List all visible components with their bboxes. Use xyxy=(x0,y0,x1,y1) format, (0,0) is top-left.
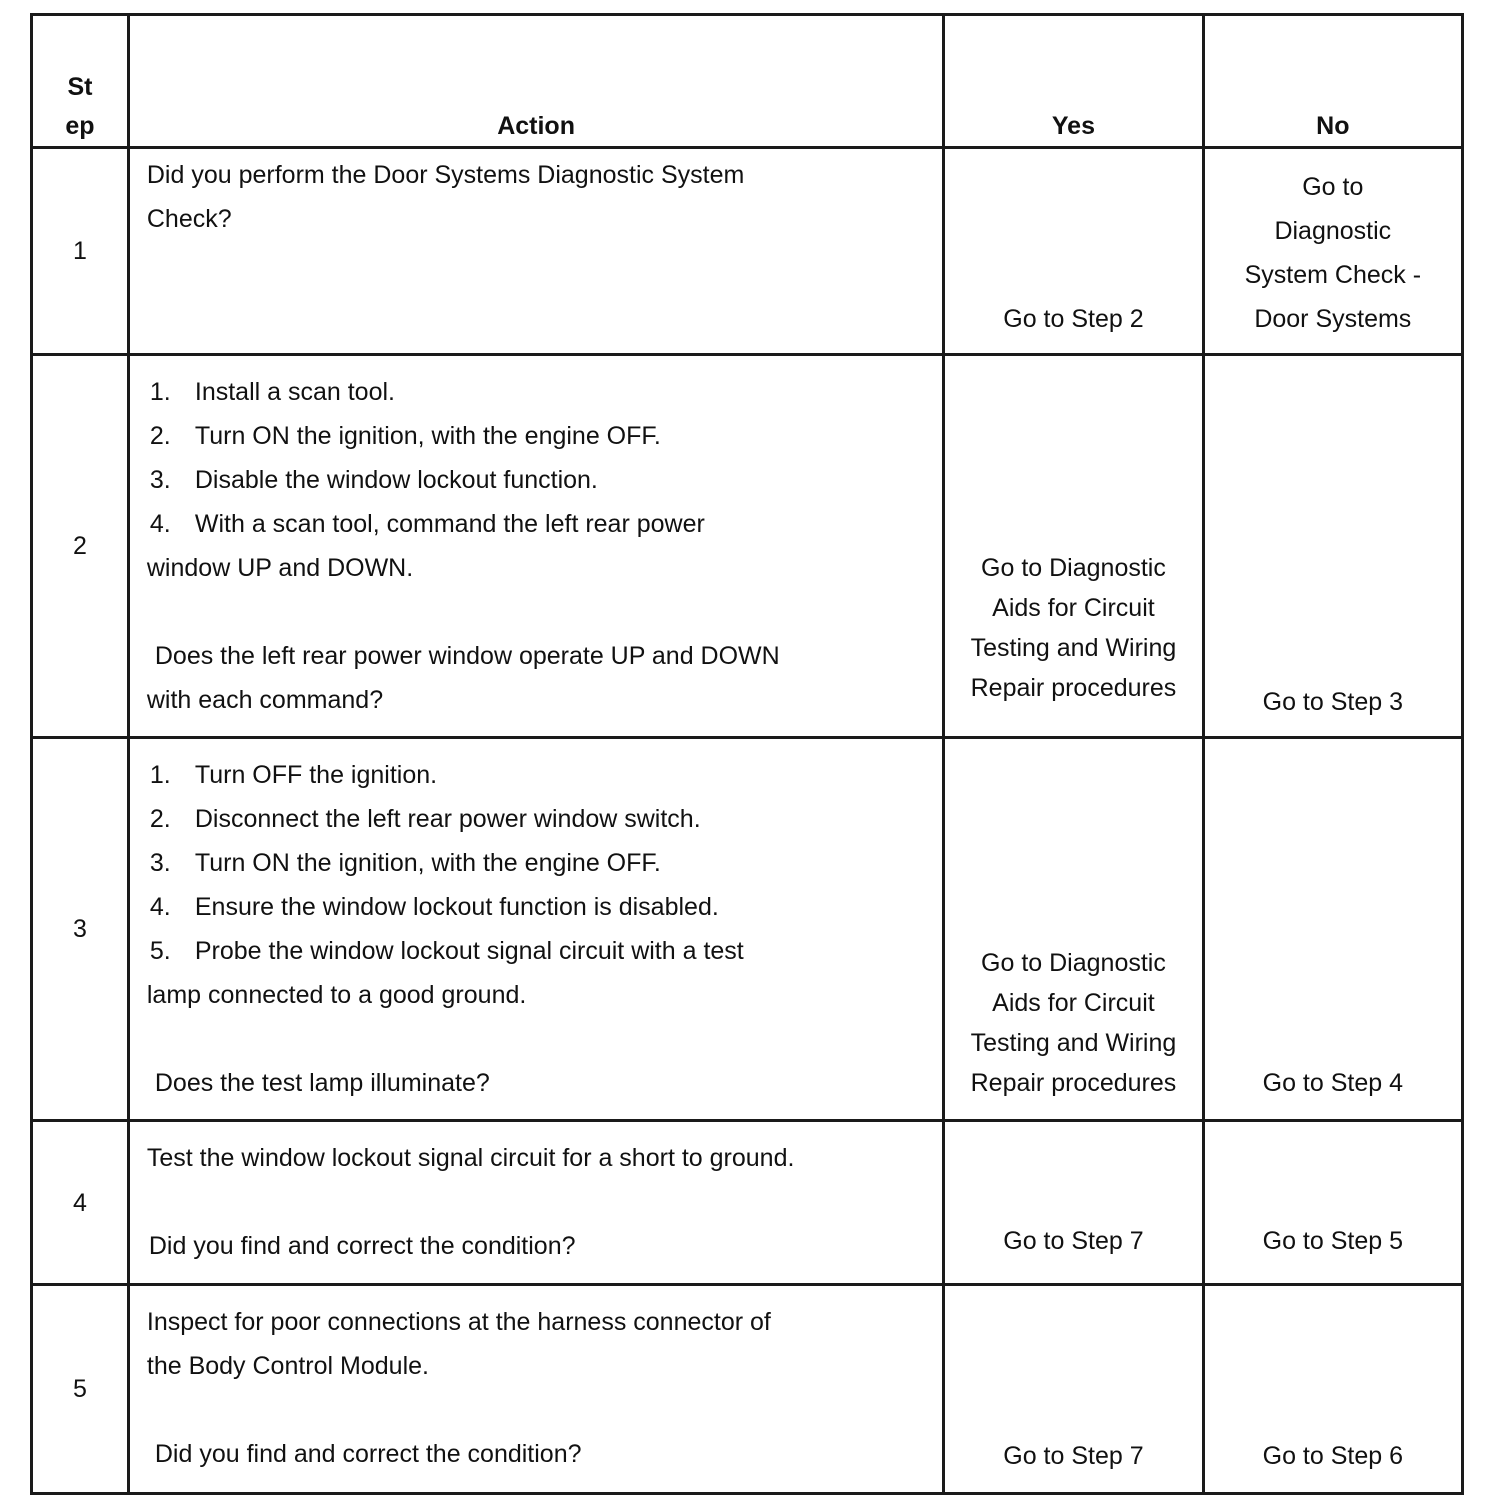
item-number: 1. xyxy=(149,378,171,406)
header-step-line1: St xyxy=(67,73,93,101)
item-text: Turn OFF the ignition. xyxy=(194,761,438,789)
yes-cell xyxy=(944,1121,1203,1285)
action-item xyxy=(147,502,942,546)
yes-result: Go to Step 2 xyxy=(1003,305,1144,333)
step-number: 2 xyxy=(32,355,129,738)
yes-result-line: Go to Diagnostic xyxy=(981,949,1166,977)
yes-result-line: Aids for Circuit xyxy=(992,989,1155,1017)
diagnostic-table xyxy=(30,13,1464,1495)
yes-cell xyxy=(944,1285,1203,1494)
action-item xyxy=(147,753,942,797)
item-number: 3. xyxy=(149,849,171,877)
item-text: Install a scan tool. xyxy=(194,378,395,406)
no-cell xyxy=(1203,1285,1462,1494)
item-text: Disable the window lockout function. xyxy=(194,466,598,494)
item-number: 4. xyxy=(149,893,171,921)
yes-cell xyxy=(944,738,1203,1121)
action-line: Check? xyxy=(146,205,232,233)
item-number: 5. xyxy=(149,937,171,965)
action-line: Test the window lockout signal circuit for a short to ground. xyxy=(146,1144,795,1172)
action-item xyxy=(147,797,942,841)
yes-result-line: Aids for Circuit xyxy=(992,594,1155,622)
action-continuation: lamp connected to a good ground. xyxy=(146,981,527,1009)
step-number: 5 xyxy=(32,1285,129,1494)
action-line: Did you perform the Door Systems Diagnostic System xyxy=(146,161,745,189)
action-line: the Body Control Module. xyxy=(146,1352,429,1380)
no-result: Go to Step 6 xyxy=(1262,1442,1403,1470)
no-result: Go to Step 5 xyxy=(1262,1227,1403,1255)
no-result: Go to Step 4 xyxy=(1262,1069,1403,1097)
question-line: Did you find and correct the condition? xyxy=(154,1440,582,1468)
action-cell xyxy=(128,1285,943,1494)
question-line: Did you find and correct the condition? xyxy=(148,1232,576,1260)
yes-cell xyxy=(944,355,1203,738)
yes-cell xyxy=(944,148,1203,355)
action-item xyxy=(147,370,942,414)
table-row xyxy=(32,355,1463,738)
action-continuation: window UP and DOWN. xyxy=(146,554,414,582)
step-number: 4 xyxy=(32,1121,129,1285)
action-item xyxy=(147,885,942,929)
header-step-line2: ep xyxy=(65,112,95,140)
yes-result-line: Repair procedures xyxy=(970,1069,1177,1097)
no-result-line: Door Systems xyxy=(1254,305,1412,333)
table-row xyxy=(32,738,1463,1121)
header-action: Action xyxy=(128,15,943,148)
item-text: Turn ON the ignition, with the engine OFF. xyxy=(194,422,661,450)
question-line: Does the left rear power window operate UP and DOWN xyxy=(154,642,780,670)
no-result: Go to Step 3 xyxy=(1262,688,1403,716)
item-number: 2. xyxy=(149,805,171,833)
no-result-line: System Check - xyxy=(1244,261,1422,289)
header-yes: Yes xyxy=(944,15,1203,148)
header-no: No xyxy=(1203,15,1462,148)
yes-result-line: Testing and Wiring xyxy=(970,634,1177,662)
item-number: 4. xyxy=(149,510,171,538)
item-text: Disconnect the left rear power window switch. xyxy=(194,805,701,833)
action-cell xyxy=(128,738,943,1121)
spacer xyxy=(147,590,942,634)
spacer xyxy=(147,1017,942,1061)
item-text: With a scan tool, command the left rear power xyxy=(194,510,705,538)
yes-result: Go to Step 7 xyxy=(1003,1227,1144,1255)
no-cell xyxy=(1203,1121,1462,1285)
header-step xyxy=(32,15,129,148)
table-row xyxy=(32,1121,1463,1285)
spacer xyxy=(147,1388,942,1432)
action-item xyxy=(147,458,942,502)
no-cell xyxy=(1203,738,1462,1121)
action-item xyxy=(147,929,942,973)
yes-result: Go to Step 7 xyxy=(1003,1442,1144,1470)
action-cell xyxy=(128,1121,943,1285)
item-text: Ensure the window lockout function is disabled. xyxy=(194,893,719,921)
yes-result-line: Go to Diagnostic xyxy=(981,554,1166,582)
no-result-line: Diagnostic xyxy=(1274,217,1392,245)
action-line: Inspect for poor connections at the harness connector of xyxy=(146,1308,771,1336)
step-number: 3 xyxy=(32,738,129,1121)
item-number: 1. xyxy=(149,761,171,789)
item-text: Turn ON the ignition, with the engine OFF. xyxy=(194,849,661,877)
action-cell xyxy=(128,355,943,738)
no-cell xyxy=(1203,355,1462,738)
action-item xyxy=(147,414,942,458)
no-cell xyxy=(1203,148,1462,355)
question-line: with each command? xyxy=(146,686,384,714)
spacer xyxy=(147,1180,942,1224)
action-cell xyxy=(128,148,943,355)
header-row xyxy=(32,15,1463,148)
action-item xyxy=(147,841,942,885)
table-row xyxy=(32,148,1463,355)
step-number: 1 xyxy=(32,148,129,355)
yes-result-line: Testing and Wiring xyxy=(970,1029,1177,1057)
item-text: Probe the window lockout signal circuit with a test xyxy=(194,937,744,965)
yes-result-line: Repair procedures xyxy=(970,674,1177,702)
item-number: 2. xyxy=(149,422,171,450)
item-number: 3. xyxy=(149,466,171,494)
table-row xyxy=(32,1285,1463,1494)
question-line: Does the test lamp illuminate? xyxy=(154,1069,490,1097)
no-result-line: Go to xyxy=(1302,173,1364,201)
